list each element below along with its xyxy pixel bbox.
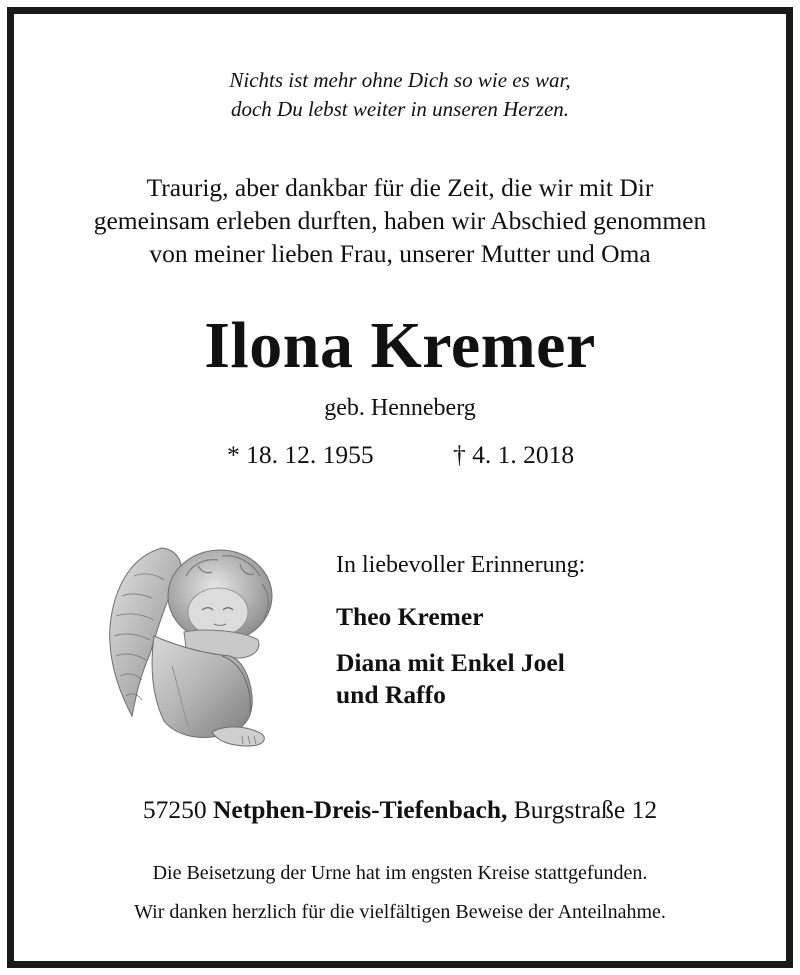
intro-line-3: von meiner lieben Frau, unserer Mutter und Oma	[149, 239, 651, 268]
memorial-quote	[14, 66, 786, 124]
intro-text	[14, 171, 786, 270]
family-block	[336, 550, 736, 711]
intro-line-2: gemeinsam erleben durften, haben wir Abschied genommen	[93, 206, 707, 235]
birth-date: * 18. 12. 1955	[227, 440, 374, 469]
family-member-diana	[336, 647, 736, 711]
address-town: Netphen-Dreis-Tiefenbach,	[213, 795, 508, 824]
death-date: † 4. 1. 2018	[453, 440, 575, 469]
family-member-diana-line-1: Diana mit Enkel Joel	[336, 648, 565, 677]
quote-line-1: Nichts ist mehr ohne Dich so wie es war,	[229, 68, 571, 92]
family-member-theo: Theo Kremer	[336, 602, 484, 631]
maiden-name: geb. Henneberg	[324, 395, 476, 421]
deceased-name: Ilona Kremer	[204, 309, 596, 382]
burial-notice: Die Beisetzung der Urne hat im engsten Kreise stattgefunden.	[152, 862, 648, 884]
memory-heading: In liebevoller Erinnerung:	[336, 552, 586, 578]
obituary-frame	[7, 7, 793, 968]
address-street: Burgstraße 12	[513, 795, 658, 824]
angel-figure-icon	[102, 536, 292, 751]
quote-line-2: doch Du lebst weiter in unseren Herzen.	[230, 97, 570, 121]
thanks-notice: Wir danken herzlich für die vielfältigen Beweise der Anteilnahme.	[134, 901, 666, 923]
family-member-diana-line-2: und Raffo	[336, 680, 446, 709]
address-zip: 57250	[142, 795, 207, 824]
mourning-address	[14, 794, 786, 826]
intro-line-1: Traurig, aber dankbar für die Zeit, die wir mit Dir	[146, 173, 654, 202]
